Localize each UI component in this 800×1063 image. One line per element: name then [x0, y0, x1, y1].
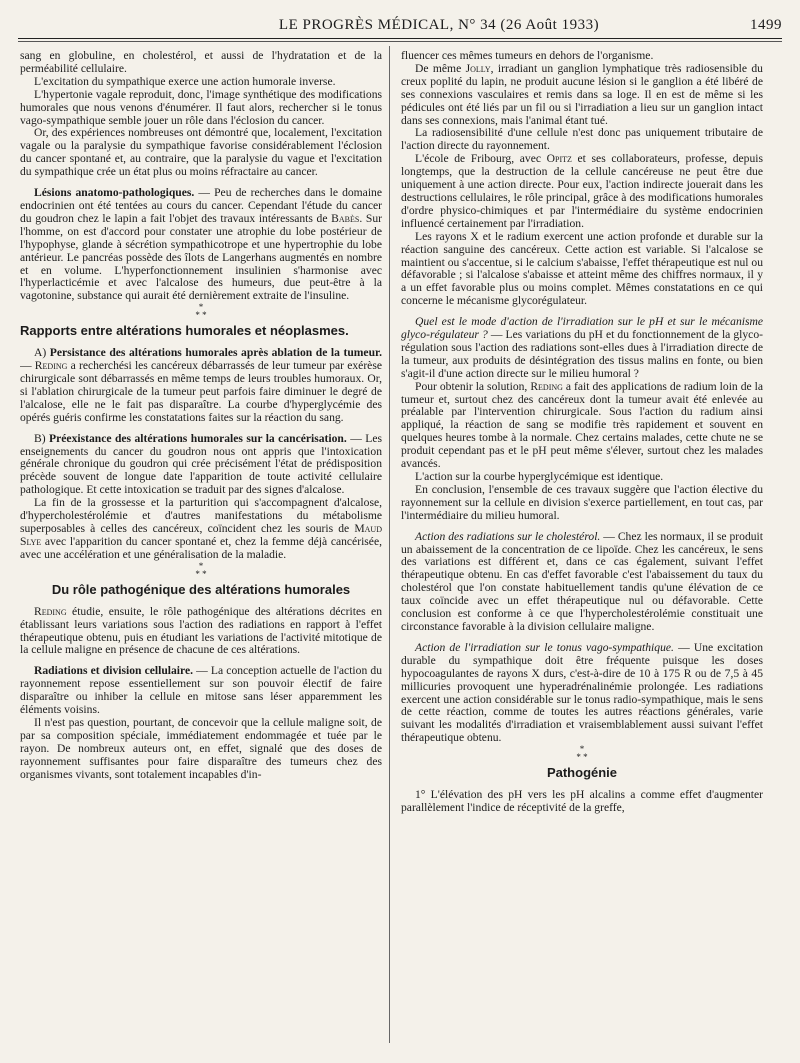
section-asterism: * * *: [576, 744, 588, 763]
section-asterism: * * *: [195, 302, 207, 321]
italic-heading: Quel est le mode d'action de l'irradiation sur le pH et sur le mécanisme glyco-régulateur ?: [401, 315, 763, 342]
header-rule-thin: [18, 41, 782, 42]
paragraph: 1° L'élévation des pH vers les pH alcalins a comme effet d'augmenter parallèlement l'indice de réceptivité de la greffe,: [401, 788, 763, 815]
paragraph: fluencer ces mêmes tumeurs en dehors de l'organisme.: [401, 50, 654, 62]
run-in-heading: Préexistance des altérations humorales sur la cancérisation.: [49, 431, 347, 445]
run-in-heading: Persistance des altérations humorales après ablation de la tumeur.: [49, 346, 382, 360]
author-name: Reding: [34, 359, 68, 373]
author-name: Opitz: [546, 152, 572, 166]
paragraph: La fin de la grossesse et la parturition qui s'accompagnent d'alcalose, d'hypercholestérolémie et d'autres manifestations du métabolisme superposables à celles des cancéreux, coïncident chez les souris de Maud Slye avec l'apparition du cancer spontané et, chez la femme déjà cancérisée, avec une accélération et une généralisation de la maladie.: [20, 496, 382, 561]
section-heading: Rapports entre altérations humorales et néoplasmes.: [20, 323, 349, 339]
run-in-heading: Radiations et division cellulaire.: [34, 664, 194, 678]
paragraph: En conclusion, l'ensemble de ces travaux suggère que l'action élective du rayonnement sur la cellule en division s'exerce partiellement, en tout cas, par l'intermédiaire du milieu humoral.: [401, 482, 763, 522]
section-heading: Pathogénie: [546, 765, 618, 781]
header-rule: [18, 38, 782, 39]
right-column: [401, 50, 763, 1045]
paragraph: Lésions anatomo-pathologiques. — Peu de recherches dans le domaine endocrinien ont été tentées au cours du cancer. Cependant l'étude du cancer du goudron chez le lapin a fait l'objet des travaux intéressants de Babès. Sur l'homme, on est d'accord pour constater une atrophie du lobe postérieur de l'hypophyse, glande à sécrétion sympathicotrope et une hypertrophie du lobe antérieur. Le pancréas possède des îlots de Langerhans augmentés en nombre et en volume. L'hyperfonctionnement insulinien s'harmonise avec l'hyperlacticémie et avec l'alcalose des humeurs, due peut-être à la vagotonine, substance qui aurait été dernièrement extraite de l'insuline.: [20, 186, 382, 303]
italic-heading: Action de l'irradiation sur le tonus vago-sympathique.: [415, 640, 674, 654]
section-heading: Du rôle pathogénique des altérations humorales: [51, 581, 351, 597]
journal-title: LE PROGRÈS MÉDICAL, N° 34 (26 Août 1933): [278, 16, 600, 33]
paragraph: L'école de Fribourg, avec Opitz et ses collaborateurs, professe, depuis longtemps, que la destruction de la cellule cancéreuse ne peut être due uniquement à une action directe. Pour eux, l'action indirecte jouerait dans les destructions cellulaires, le rôle principal, grâce à des modifications humorales d'ordre physico-chimiques et par l'intermédiaire du système endocrinien influencé certainement par l'irradiation.: [401, 152, 763, 230]
author-name: Jolly: [465, 61, 491, 75]
column-divider: [389, 46, 390, 1043]
italic-heading: Action des radiations sur le cholestérol.: [415, 529, 601, 543]
paragraph: sang en globuline, en cholestérol, et aussi de l'hydratation et de la perméabilité cellulaire.: [20, 50, 382, 75]
author-name: Reding: [34, 604, 67, 618]
paragraph: Quel est le mode d'action de l'irradiation sur le pH et sur le mécanisme glyco-régulateur ? — Les variations du pH et du fonctionnement de la glyco-régulation sous l'action des radiations sont-elles dues à l'irradiation directe de la tumeur, aux produits de désintégration des tissus malins en fonte, ou bien s'agit-il d'une action directe sur le milieu humoral ?: [401, 315, 763, 380]
paragraph: L'excitation du sympathique exerce une action humorale inverse.: [34, 74, 336, 88]
page-number: 1499: [750, 16, 782, 33]
paragraph: Action des radiations sur le cholestérol. — Chez les normaux, il se produit un abaissement de la concentration de ce lipoïde. Chez les cancéreux, le sens des variations est différent et, dans ce cas également, suivant l'effet thérapeutique obtenu. En cas d'effet favorable c'est l'abaissement du taux du cholestérol que l'on constate habituellement tandis qu'une élévation de ce taux coïncide avec un effet thérapeutique nul ou défavorable. Cette conclusion est conforme à ce que l'hypercholestérolémie constituait une circonstance favorable à la division cellulaire maligne.: [401, 529, 763, 633]
paragraph: B) Préexistance des altérations humorales sur la cancérisation. — Les enseignements du cancer du goudron nous ont appris que l'intoxication générale chronique du goudron qui crée précisément l'état de prédisposition précède souvent de longue date l'apparition de toute activité cellulaire pathologique. Et cette intoxication se traduit par des signes d'alcalose.: [20, 431, 382, 497]
paragraph: L'action sur la courbe hyperglycémique est identique.: [415, 470, 664, 483]
author-name: Babès: [331, 211, 360, 225]
paragraph: L'hypertonie vagale reproduit, donc, l'image synthétique des modifications humorales que nous venons d'énumérer. Il faut alors, rechercher si le tonus vago-sympathique semble jouer un rôle dans l'éclosion du cancer.: [20, 87, 382, 127]
running-header: [18, 14, 782, 36]
paragraph: Il n'est pas question, pourtant, de concevoir que la cellule maligne soit, de par sa composition spéciale, immédiatement endommagée et tuée par le rayon. De nombreux auteurs ont, en effet, signalé que des doses de rayonnement suffisantes pour faire disparaître des tumeurs chez des organismes vivants, sont totalement incapables d'in-: [20, 715, 382, 781]
section-asterism: * * *: [195, 560, 207, 579]
run-in-heading: Lésions anatomo-pathologiques.: [34, 186, 195, 200]
paragraph: Pour obtenir la solution, Reding a fait des applications de radium loin de la tumeur et, surtout chez des cancéreux dont la tumeur avait été enlevée au préalable par l'intervention chirurgicale. Sous l'action du radium ainsi appliqué, la réaction de sang se modifie très rapidement et souvent en quelques heures tombe à la normale. Chez certains malades, cette chute ne se produit cependant pas et le pH peut même s'élever, surtout chez les malades avancés.: [401, 379, 763, 471]
paragraph: A) Persistance des altérations humorales après ablation de la tumeur. — Reding a recherchési les cancéreux débarrassés de leur tumeur par exérèse chirurgicale sont débarrassés en même temps de leurs troubles humoraux. Or, si l'ablation chirurgicale de la tumeur peut parfois faire diminuer le degré de l'alcalose, elle ne le fait pas disparaître. La courbe d'hyperglycémie des opérés guéris confirme les constatations faites sur la réaction du sang.: [20, 346, 382, 424]
paragraph: Action de l'irradiation sur le tonus vago-sympathique. — Une excitation durable du sympathique doit être fréquente puisque les doses hypocoagulantes de rayons X durs, c'est-à-dire de 10 à 175 R ou de 7,5 à 45 millicuries provoquent une hyperadrénalinémie prolongée. Les radiations exercent une action considérable sur le tonus radio-sympathique, mais le sens de cette réaction, comme de toutes les autres réactions générales, varie suivant les modalités d'irradiation et vraisemblablement aussi suivant l'effet thérapeutique obtenu.: [401, 640, 763, 745]
author-name: Maud Slye: [20, 522, 382, 548]
paragraph: De même Jolly, irradiant un ganglion lymphatique très radiosensible du creux poplité du lapin, ne produit aucune lésion si le ganglion a été libéré de ses connexions vasculaires et remis dans sa loge. Il en est de même si les pédicules ont été liés par un fil ou si l'irradiation a lieu sur un ganglion intact dans ses connexions, mais l'animal étant tué.: [401, 61, 763, 127]
paragraph: Or, des expériences nombreuses ont démontré que, localement, l'excitation vagale ou la paralysie du sympathique favorise considérablement l'éclosion du cancer spontané et, au contraire, que la paralysie du vague et l'excitation du sympathique crée un état plus ou moins réfractaire au cancer.: [20, 126, 382, 179]
paragraph: Radiations et division cellulaire. — La conception actuelle de l'action du rayonnement repose essentiellement sur son pouvoir électif de faire disparaître ou inhiber la cellule en mitose sans léser apparemment les éléments voisins.: [20, 664, 382, 717]
paragraph: Les rayons X et le radium exercent une action profonde et durable sur la réaction sanguine des cancéreux. Cette action est variable. Si l'alcalose se maintient ou s'accentue, si le calcium s'abaisse, l'effet thérapeutique est nul ou défavorable ; si l'alcalose s'abaisse et atteint même des chiffres normaux, il y a un effet favorable plus ou moins complet. Mêmes constatations en ce qui concerne le mécanisme glycorégulateur.: [401, 229, 763, 308]
author-name: Reding: [530, 379, 563, 393]
paragraph: Reding étudie, ensuite, le rôle pathogénique des altérations décrites en établissant leurs variations sous l'action des radiations en rapport à l'effet thérapeutique obtenu, puis en étudiant les variations de l'activité mitotique de la cellule maligne en présence de chacune de ces altérations.: [20, 604, 382, 657]
left-column: [20, 50, 382, 1045]
paragraph: La radiosensibilité d'une cellule n'est donc pas uniquement tributaire de l'action directe du rayonnement.: [401, 126, 763, 153]
